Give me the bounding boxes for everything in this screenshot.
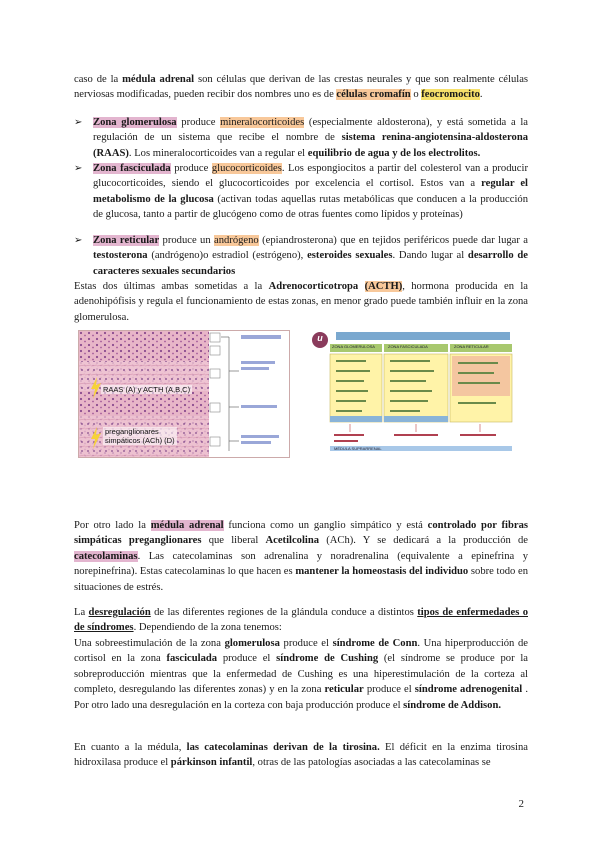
bottom-label: MÉDULA SUPRARRENAL — [334, 446, 382, 451]
bullet-arrow-icon: ➢ — [74, 163, 83, 174]
paragraph-tirosina: En cuanto a la médula, las catecolaminas derivan de la tirosina. El déficit en la enzima tirosina hidroxilasa produce el párkinson infantil, otras de las patologías asociadas a las catecolaminas se — [74, 742, 528, 769]
bullet-zona-reticular: ➢ Zona reticular produce un andrógeno (epiandrosterona) que en tejidos periféricos puede dar lugar a testosterona (andrógeno)o estradiol (estrógeno), esteroides sexuales. Dando lugar al desarrollo de caracteres sexuales secundarios — [74, 235, 529, 277]
col-reticular: ZONA RETICULAR — [454, 344, 489, 349]
col-glomerulosa: ZONA GLOMERULOSA — [332, 344, 375, 349]
bullet-arrow-icon: ➢ — [74, 235, 83, 246]
col-fasciculada: ZONA FASCICULADA — [388, 344, 428, 349]
label-preganglionares: preganglionares simpáticos (ACh) (D) — [103, 427, 177, 445]
page-number: 2 — [518, 798, 524, 810]
paragraph-medula-adrenal: Por otro lado la médula adrenal funciona como un ganglio simpático y está controlado por fibras simpáticas preganglionares que liberal Acetilcolina (ACh). Y se dedicará a la producción de catecolaminas. Las catecolaminas son adrenalina y noradrenalina (equivalente a epinefrina y norepinefrina). Estas catecolaminas lo que hacen es mantener la homeostasis del individuo sobre todo en situaciones de estrés. — [74, 520, 529, 593]
bullet-zona-glomerulosa: ➢ Zona glomerulosa produce mineralocorticoides (especialmente aldosterona), y está sometida a la regulación de un sistema que recibe el nombre de sistema renina-angiotensina-aldosterona (RAAS). Los mineralocorticoides van a regular el equilibrio de agua y de los electrolitos. — [74, 117, 529, 159]
bullet-zona-fasciculada: ➢ Zona fasciculada produce glucocorticoides. Los espongiocitos a partir del colesterol van a producir glucocorticoides, siendo el glucocorticoides por excelencia el cortisol. Estos van a regular el metabolismo de la glucosa (activan todas aquellas rutas metabólicas que conducen a la producción de glucosa, tanto a partir de glucógeno como de otras fuentes como lípidos y proteínas) — [74, 163, 529, 221]
bullet-arrow-icon: ➢ — [74, 117, 83, 128]
figure-badge: u — [317, 333, 323, 343]
paragraph-medula-intro: caso de la médula adrenal son células que derivan de las crestas neurales y que son realmente células nerviosas modificadas, pueden recibir dos nombres uno es de células cromafín o feocromocito. — [74, 74, 529, 101]
histology-figure — [78, 330, 290, 458]
paragraph-acth: Estas dos últimas ambas sometidas a la Adrenocorticotropa (ACTH), hormona producida en la adenohipófisis y regula el funcionamiento de estas zonas, en menor grado puede también influir en la zona glomerulosa. — [74, 281, 528, 323]
paragraph-sindromes: Una sobreestimulación de la zona glomerulosa produce el síndrome de Conn. Una hiperproducción de cortisol en la zona fasciculada produce el síndrome de Cushing (el síndrome se produce por la sobreproducción mientras que la enfermedad de Cushing es una hiperestimulación de la corteza al completo, desregulando las diferentes zonas) y en la zona reticular produce el síndrome adrenogenital . Por otro lado una desregulación en la corteza con baja producción produce el síndrome de Addison. — [74, 638, 529, 711]
paragraph-desregulacion: La desregulación de las diferentes regiones de la glándula conduce a distintos tipos de enfermedades o de síndromes. Dependiendo de la zona tenemos: — [74, 607, 528, 634]
label-raas-acth: RAAS (A) y ACTH (A,B,C) — [103, 385, 191, 394]
steroidogenesis-diagram — [310, 330, 516, 456]
